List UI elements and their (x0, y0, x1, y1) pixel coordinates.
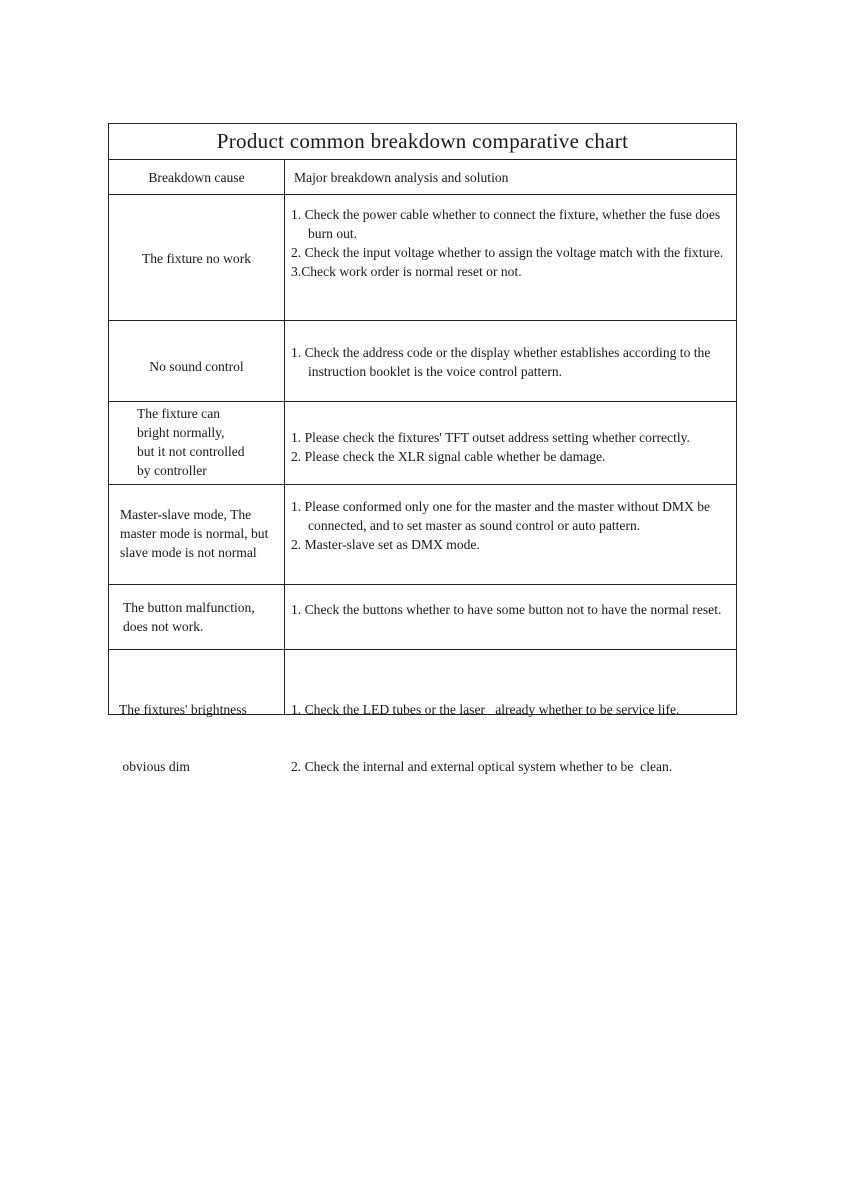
cause-line: does not work. (123, 619, 204, 634)
row-divider (109, 194, 736, 195)
analysis-cell (285, 205, 738, 281)
row-divider (109, 584, 736, 585)
cause-line: master mode is normal, but (120, 526, 269, 541)
cause-line: No sound control (149, 359, 244, 374)
analysis-item: 1. Check the buttons whether to have some button not to have the normal reset. (291, 602, 722, 617)
analysis-item: 2. Check the internal and external optical system whether to be clean. (291, 759, 673, 774)
analysis-item: 3.Check work order is normal reset or not. (291, 264, 522, 279)
cause-line: The button malfunction, (123, 600, 255, 615)
row-divider (109, 401, 736, 402)
cause-cell (109, 598, 284, 636)
header-cause: Breakdown cause (148, 170, 245, 185)
cause-line: by controller (137, 463, 207, 478)
analysis-item: 2. Please check the XLR signal cable whether be damage. (291, 449, 606, 464)
cause-cell (109, 357, 284, 376)
cause-line: bright normally, (137, 425, 225, 440)
row-divider (109, 484, 736, 485)
cause-line: The fixture can (137, 406, 221, 421)
cause-line: The fixture no work (141, 251, 252, 266)
cause-line: but it not controlled (137, 444, 245, 459)
analysis-cell (285, 428, 738, 466)
analysis-cell (285, 600, 738, 619)
analysis-item: 2. Check the input voltage whether to assign the voltage match with the fixture. (291, 245, 724, 260)
analysis-cell (285, 662, 738, 814)
breakdown-chart-table (108, 123, 737, 774)
analysis-item: 1. Please check the fixtures' TFT outset address setting whether correctly. (291, 430, 690, 445)
analysis-item: 1. Check the power cable whether to connect the fixture, whether the fuse does burn out. (291, 207, 721, 241)
cause-line: Master-slave mode, The (120, 507, 252, 522)
analysis-item: 1. Please conformed only one for the master and the master without DMX be connected, and to set master as sound control or auto pattern. (291, 499, 711, 533)
cause-line: The fixtures' brightness (119, 702, 247, 717)
analysis-item: 1. Check the address code or the display whether establishes according to the instruction booklet is the voice control pattern. (291, 345, 711, 379)
cause-cell (109, 662, 284, 814)
analysis-cell (285, 343, 738, 381)
analysis-item: 1. Check the LED tubes or the laser already whether to be service life. (291, 702, 680, 717)
row-divider (109, 649, 736, 650)
cause-cell (109, 505, 284, 562)
row-divider (109, 320, 736, 321)
cause-cell (109, 404, 284, 480)
cause-cell (109, 249, 284, 268)
chart-title: Product common breakdown comparative chart (109, 124, 736, 160)
analysis-cell (285, 497, 738, 554)
header-analysis: Major breakdown analysis and solution (294, 170, 509, 185)
cause-line: obvious dim (119, 759, 190, 774)
analysis-item: 2. Master-slave set as DMX mode. (291, 537, 480, 552)
cause-line: slave mode is not normal (120, 545, 257, 560)
